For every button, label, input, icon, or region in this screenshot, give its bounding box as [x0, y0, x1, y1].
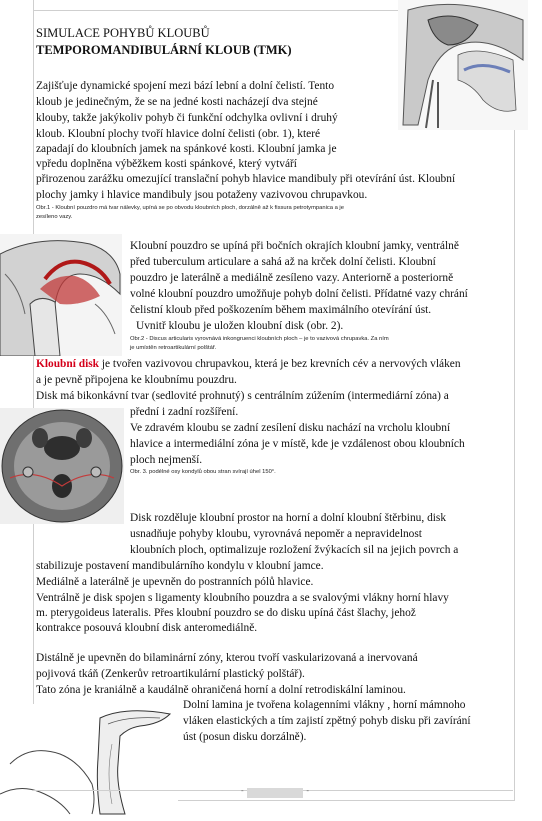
page-number-mark-left: -	[241, 786, 244, 795]
highlighted-term: Kloubní disk	[36, 358, 100, 370]
text-line: volné kloubní pouzdro umožňuje pohyb dolní čelisti. Přídatné vazy chrání	[130, 288, 468, 300]
text-line: zapadají do kloubních jamek na spánkové kosti. Kloubní jamka je	[36, 143, 337, 155]
text-line: úst (posun disku dorzálně).	[183, 731, 307, 743]
text-line: kontrakce posouvá kloubní disk anteromediálně.	[36, 622, 258, 634]
joint-capsule-cross-section	[0, 234, 122, 356]
text-line: m. pterygoideus lateralis. Přes kloubní pouzdro se do disku upíná část šlachy, jehož	[36, 607, 416, 619]
text-line: stabilizuje postavení mandibulárního kondylu v kloubní jamce.	[36, 560, 324, 572]
text-line: kloub je jedinečným, že se na jedné kosti nacházejí dva stejné	[36, 96, 318, 108]
text-line: klouby, takže jakýkoliv pohyb či funkční odchylka ovlivní i druhý	[36, 112, 338, 124]
text-line: Ve zdravém kloubu se zadní zesílení disku nachází na vrcholu kloubní	[130, 422, 451, 434]
text-line: Ventrálně je disk spojen s ligamenty kloubního pouzdra a se svalovými vlákny horní hlavy	[36, 592, 449, 604]
text-line-rest: je tvořen vazivovou chrupavkou, která je bez krevních cév a nervových vláken	[99, 358, 461, 370]
text-line: přirozenou zarážku omezující translační pohyb hlavice mandibuly při otevírání úst. Kloubní	[36, 173, 456, 185]
text-line: před tuberculum articulare a sahá až na krček dolní čelisti. Kloubní	[130, 256, 436, 268]
page-number-box	[241, 786, 309, 798]
text-line: vláken elastických a tím zajistí zpětný pohyb disku při zavírání	[183, 715, 471, 727]
figure-caption-2: je umístěn retroartikulární polštář.	[130, 345, 217, 351]
tmj-joint-illustration	[398, 0, 528, 130]
text-line: a je pevně připojena ke kloubnímu pouzdru.	[36, 374, 237, 386]
text-line: Distálně je upevněn do bilaminární zóny, kterou tvoří vaskularizovaná a inervovaná	[36, 652, 418, 664]
text-line: čelistní kloub před poškozením během maximálního otevírání úst.	[130, 304, 432, 316]
text-line: plochy jamky i hlavice mandibuly jsou potaženy vazivovou chrupavkou.	[36, 189, 368, 201]
text-line: Disk má bikonkávní tvar (sedlovité prohnutý) s centrálním zúžením (intermediární zóna) a	[36, 390, 449, 402]
figure-caption-3: Obr. 3. podélné osy kondylů obou stran svírají úhel 150°.	[130, 469, 276, 475]
section-heading: SIMULACE POHYBŮ KLOUBŮ	[36, 26, 210, 40]
text-line: Uvnitř kloubu je uložen kloubní disk (obr. 2).	[136, 320, 344, 332]
text-line: Mediálně a laterálně je upevněn do postranních pólů hlavice.	[36, 576, 314, 588]
text-line	[36, 357, 461, 373]
figure-caption-2: Obr.2 - Discus articularis vyrovnává inkongruenci kloubních ploch – je to vazivová chrupavka. Za ním	[130, 336, 389, 342]
text-line: hlavice a intermediální zóna je v místě, kde je vzdálenost obou kloubních	[130, 438, 465, 450]
section-subheading: TEMPOROMANDIBULÁRNÍ KLOUB (TMK)	[36, 43, 292, 57]
text-line: pouzdro je laterálně a mediálně zesíleno vazy. Anteriorně a posteriorně	[130, 272, 454, 284]
text-line: Dolní lamina je tvořena kolagenními vlákny , horní mámnoho	[183, 699, 466, 711]
text-line: Zajišťuje dynamické spojení mezi bází lební a dolní čelistí. Tento	[36, 80, 335, 92]
header-rule	[33, 10, 399, 11]
text-line: ploch nejmenší.	[130, 454, 203, 466]
text-line: přední i zadní rozšíření.	[130, 406, 239, 418]
text-line: Kloubní pouzdro se upíná při bočních okrajích kloubní jamky, ventrálně	[130, 240, 459, 252]
text-line: kloubních ploch, optimalizuje rozložení žvýkacích sil na jejich povrch a	[130, 544, 459, 556]
text-line: pojivová tkáň (Zenkerův retroartikulární plastický polštář).	[36, 668, 305, 680]
mandible-condyle-illustration	[0, 704, 178, 816]
skull-base-illustration	[0, 408, 124, 524]
text-line: vpředu doplněna výběžkem kosti spánkové, který vytváří	[36, 158, 297, 170]
figure-caption-1: Obr.1 - Kloubní pouzdro má tvar nálevky, upíná se po obvodu kloubních ploch, dorzálně až k fissura petrotympanica a je	[36, 205, 344, 211]
text-line: Tato zóna je kraniálně a kaudálně ohraničená horní a dolní retrodiskální laminou.	[36, 684, 406, 696]
text-line: kloub. Kloubní plochy tvoří hlavice dolní čelisti (obr. 1), které	[36, 128, 321, 140]
text-line: Disk rozděluje kloubní prostor na horní a dolní kloubní štěrbinu, disk	[130, 512, 447, 524]
figure-caption-1: zesíleno vazy.	[36, 214, 73, 220]
text-line: usnadňuje pohyby kloubu, vyrovnává nepoměr a nepravidelnost	[130, 528, 422, 540]
page-number-mark-right: -	[306, 786, 309, 795]
